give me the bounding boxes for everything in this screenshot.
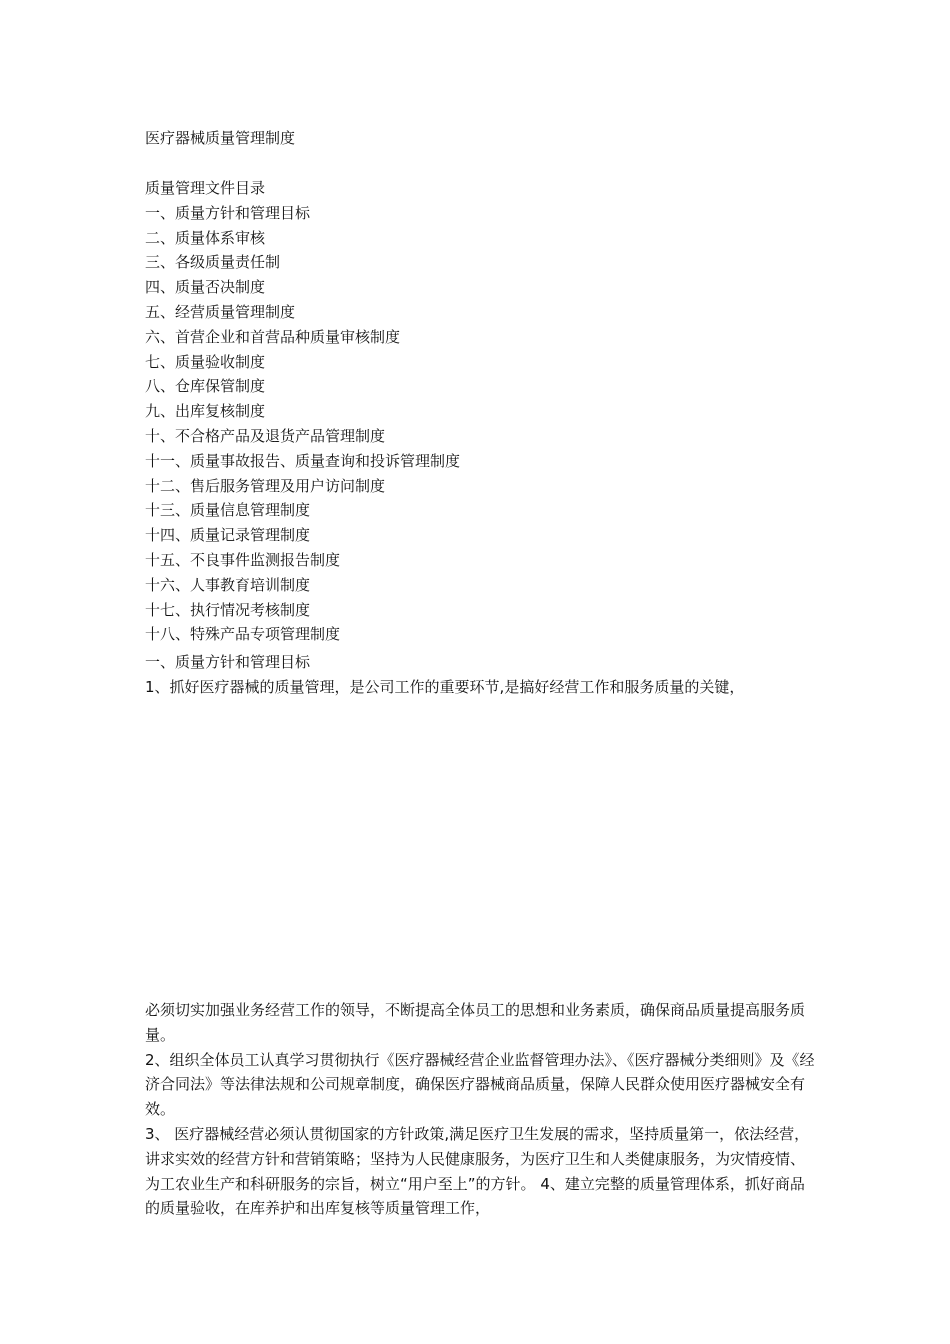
toc-item: 八、仓库保管制度 — [145, 377, 266, 396]
toc-item: 二、质量体系审核 — [145, 228, 266, 247]
toc-item: 一、质量方针和管理目标 — [145, 203, 311, 222]
document-title: 医疗器械质量管理制度 — [145, 129, 296, 147]
toc-item: 十一、质量事故报告、质量查询和投诉管理制度 — [145, 451, 461, 470]
toc-item: 十八、特殊产品专项管理制度 — [145, 625, 341, 644]
toc-item: 十七、执行情况考核制度 — [145, 600, 311, 619]
section-1-start — [145, 650, 815, 700]
toc-item: 六、首营企业和首营品种质量审核制度 — [145, 327, 401, 346]
toc-item: 十三、质量信息管理制度 — [145, 501, 311, 520]
paragraph-1-continued: 必须切实加强业务经营工作的领导，不断提高全体员工的思想和业务素质，确保商品质量提高服务质量。 — [145, 1001, 806, 1044]
toc-item: 五、经营质量管理制度 — [145, 302, 296, 321]
paragraph-2: 2、组织全体员工认真学习贯彻执行《医疗器械经营企业监督管理办法》、《医疗器械分类细则》及《经济合同法》等法律法规和公司规章制度，确保医疗器械商品质量，保障人民群众使用医疗器械安全有效。 — [145, 1050, 815, 1119]
paragraph-3: 3、 医疗器械经营必须认贯彻国家的方针政策,满足医疗卫生发展的需求，坚持质量第一，依法经营，讲求实效的经营方针和营销策略；坚持为人民健康服务，为医疗卫生和人类健康服务，为灾情疫情、为工农业生产和科研服务的宗旨，树立“用户至上”的方针。 4、建立完整的质量管理体系，抓好商品的质量验收，在库养护和出库复核等质量管理工作， — [145, 1124, 810, 1218]
toc-item: 十五、不良事件监测报告制度 — [145, 550, 341, 569]
section-1-continued — [145, 998, 815, 1221]
paragraph-1-first-line: 1、抓好医疗器械的质量管理，是公司工作的重要环节,是搞好经营工作和服务质量的关键， — [145, 677, 745, 696]
toc-heading: 质量管理文件目录 — [145, 179, 266, 197]
toc-item: 九、出库复核制度 — [145, 402, 266, 421]
toc-item: 三、各级质量责任制 — [145, 253, 281, 272]
toc-item: 四、质量否决制度 — [145, 278, 266, 297]
section-heading: 一、质量方针和管理目标 — [145, 653, 311, 671]
toc-item: 十、不合格产品及退货产品管理制度 — [145, 426, 386, 445]
toc-item: 七、质量验收制度 — [145, 352, 266, 371]
table-of-contents — [145, 176, 815, 647]
toc-item: 十六、人事教育培训制度 — [145, 575, 311, 594]
toc-item: 十二、售后服务管理及用户访问制度 — [145, 476, 386, 495]
title-block — [145, 126, 815, 151]
toc-item: 十四、质量记录管理制度 — [145, 526, 311, 545]
